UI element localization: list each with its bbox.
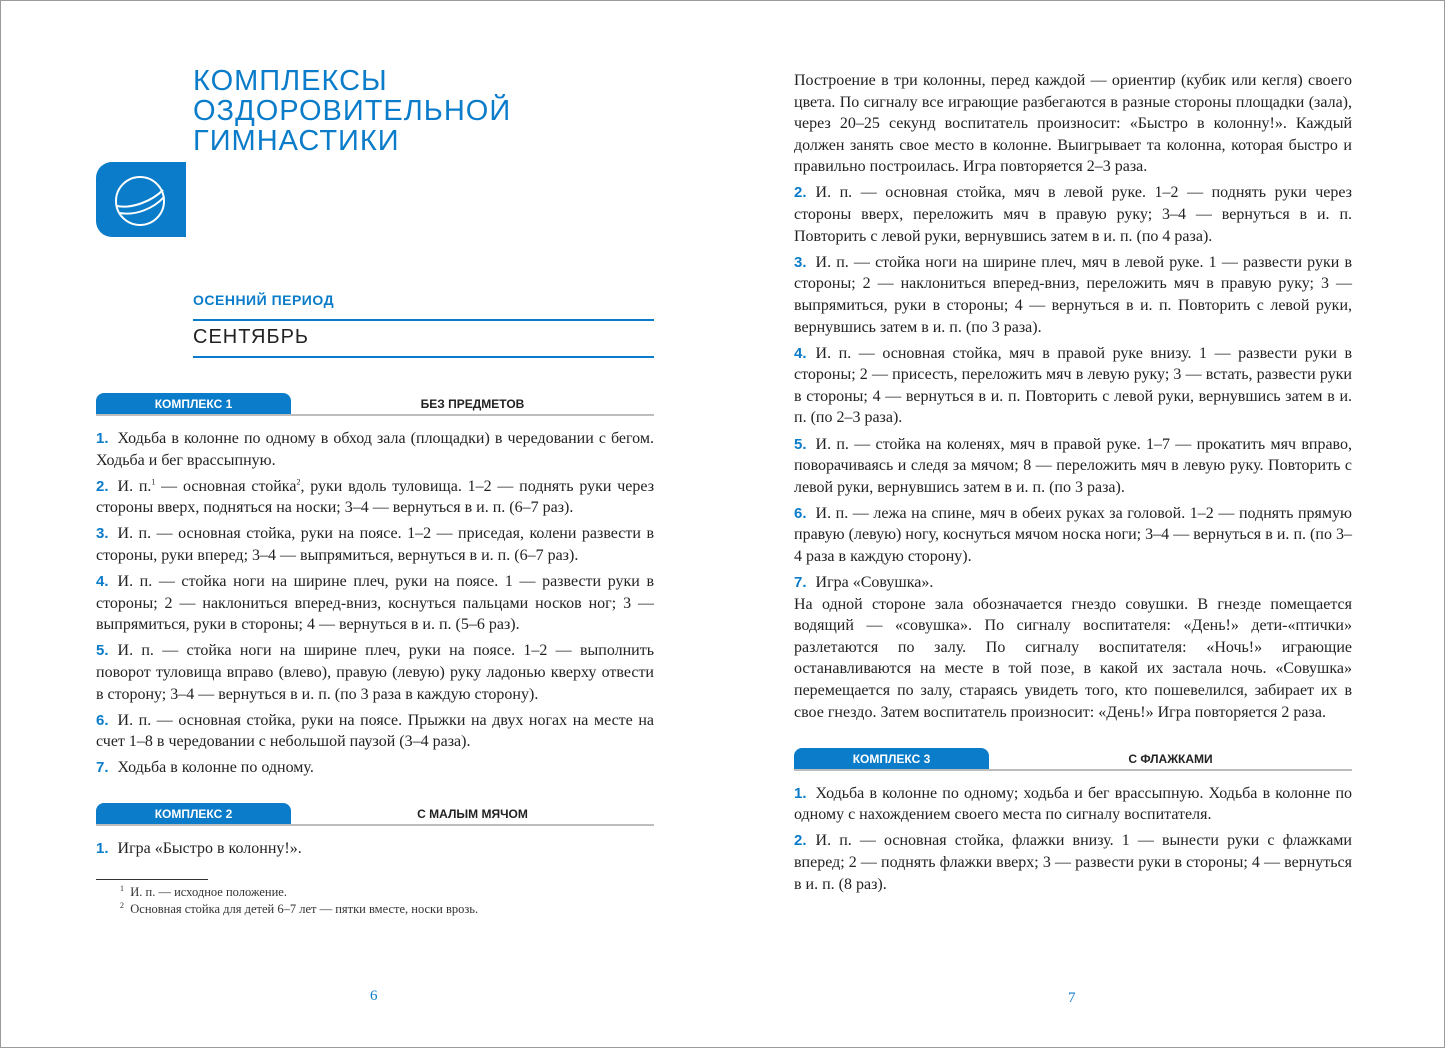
item-number: 1. — [794, 784, 807, 802]
item-text: И. п. — основная стойка, флажки внизу. 1 — вынести руки с флажками вперед; 2 — поднять флажки вверх; 3 — развести руки в стороны; 4 — вернуться в и. п. (8 раз). — [794, 832, 1352, 893]
game-description: Построение в три колонны, перед каждой — ориентир (кубик или кегля) своего цвета. По сигналу все играющие разбегаются в разные стороны площадки (зала), через 20–25 секунд воспитатель произносит: «Быстро в колонну!». Каждый должен занять свое место в колонне. Выигрывает та колонна, которая быстро и правильно построилась. Игра повторяется 2–3 раза. — [794, 72, 1352, 176]
list-item — [96, 838, 654, 860]
left-page-body — [96, 393, 654, 1005]
ball-icon-box — [96, 162, 186, 237]
item-number: 6. — [794, 504, 807, 522]
list-item — [794, 434, 1352, 499]
game-description: На одной стороне зала обозначается гнездо совушки. В гнезде помещается водящий — «совушка». По сигналу воспитателя: «День!» дети-«птички» разлетаются по залу. По сигналу воспитателя: «Ночь!» играющие останавливаются на месте в той позе, в какой их застала ночь. «Совушка» перемещается по залу, стараясь увидеть того, кто пошевелился, забирает их в свое гнездо. Затем воспитатель произносит: «День!» Игра повторяется 2 раза. — [794, 595, 1352, 721]
item-text: — основная стойка — [155, 477, 297, 495]
item-number: 2. — [794, 184, 807, 202]
list-item — [794, 182, 1352, 247]
right-page-text — [794, 70, 1352, 728]
item-text: И. п. — стойка ноги на ширине плеч, руки на поясе. 1 — развести руки в стороны; 2 — наклониться вперед-вниз, коснуться пальцами носков ног; 3 — выпрямиться, руки в стороны; 4 — вернуться в и. п. (5–6 раз). — [96, 573, 654, 634]
complex-3-header — [794, 748, 1352, 771]
list-item — [794, 343, 1352, 429]
complex-1-items — [96, 428, 654, 783]
complex-tab: КОМПЛЕКС 1 — [96, 393, 291, 414]
item-number: 2. — [794, 832, 807, 850]
list-item — [794, 572, 1352, 594]
complex-1-header — [96, 393, 654, 416]
item-number: 1. — [96, 840, 109, 858]
item-number: 4. — [96, 573, 109, 591]
footnote-mark: 1 — [120, 883, 124, 893]
chapter-title-line: КОМПЛЕКСЫ — [193, 65, 388, 97]
complex-name: С ФЛАЖКАМИ — [1128, 751, 1213, 766]
item-text: , руки вдоль туловища. 1–2 — поднять руки через стороны вверх, подняться на носки; 3–4 — вернуться в и. п. (6–7 раз). — [96, 477, 655, 517]
complex-name: С МАЛЫМ МЯЧОМ — [417, 807, 528, 822]
divider — [193, 319, 654, 321]
item-text: Ходьба в колонне по одному в обход зала (площадки) в чередовании с бегом. Ходьба и бег врассыпную. — [96, 430, 654, 469]
item-number: 1. — [96, 430, 109, 447]
item-text: И. п. — стойка на коленях, мяч в правой руке. 1–7 — прокатить мяч вправо, поворачиваясь и следя за мячом; 8 — переложить мяч в левую руку. Повторить с левой руки, вернувшись затем в и. п. (по 3 раза). — [794, 435, 1352, 496]
complex-3-items — [794, 783, 1352, 900]
item-text: И. п. — [117, 477, 152, 495]
item-text: И. п. — лежа на спине, мяч в обеих руках за головой. 1–2 — поднять прямую правую (левую) ногу, коснуться мячом носка ноги; 3–4 — вернуться в и. п. (по 3–4 раза в каждую сторону). — [794, 504, 1352, 565]
right-page-body — [794, 70, 1352, 1007]
footnote-rule — [96, 879, 208, 880]
item-text: И. п. — основная стойка, мяч в правой руке внизу. 1 — развести руки в стороны; 2 — присесть, переложить мяч в левую руку; 3 — встать, развести руки в стороны; 4 — вернуться в и. п. Повторить с левой руки, вернувшись затем в и. п. (по 2–3 раза). — [794, 344, 1352, 427]
footnote-text: И. п. — исходное положение. — [130, 884, 287, 899]
item-number: 7. — [96, 759, 109, 777]
list-item — [794, 783, 1352, 826]
list-item — [794, 252, 1352, 338]
list-item — [96, 640, 654, 705]
item-number: 3. — [794, 253, 807, 271]
list-item — [794, 830, 1352, 895]
chapter-title-line: ОЗДОРОВИТЕЛЬНОЙ — [193, 95, 512, 127]
item-number: 5. — [96, 642, 109, 660]
footnote-text: Основная стойка для детей 6–7 лет — пятки вместе, носки врозь. — [130, 901, 479, 916]
item-text: Ходьба в колонне по одному; ходьба и бег врассыпную. Ходьба в колонне по одному с нахождением своего места по сигналу воспитателя. — [794, 784, 1352, 824]
complex-2-header — [96, 803, 654, 826]
list-item — [96, 710, 654, 753]
chapter-title-line: ГИМНАСТИКИ — [193, 125, 400, 157]
item-text: Ходьба в колонне по одному. — [117, 759, 314, 777]
item-number: 2. — [96, 477, 109, 495]
item-number: 6. — [96, 711, 109, 729]
footnote — [96, 901, 654, 918]
divider — [193, 356, 654, 358]
list-item — [96, 476, 654, 519]
month-heading: СЕНТЯБРЬ — [193, 326, 310, 348]
footnote — [96, 884, 654, 901]
item-text: Игра «Совушка». — [815, 574, 934, 592]
complex-name: БЕЗ ПРЕДМЕТОВ — [420, 397, 525, 411]
list-item — [96, 571, 654, 636]
item-text: И. п. — основная стойка, руки на поясе. Прыжки на двух ногах на месте на счет 1–8 в чередовании с небольшой паузой (3–4 раза). — [96, 711, 654, 751]
period-heading: ОСЕННИЙ ПЕРИОД — [193, 292, 335, 308]
ball-icon — [112, 173, 168, 229]
item-text: И. п. — стойка ноги на ширине плеч, руки на поясе. 1–2 — выполнить поворот туловища вправо (влево), правую (левую) руку ладонью кверху отвести в сторону; 3–4 — вернуться в и. п. (по 3 раза в каждую сторону). — [96, 642, 654, 703]
item-number: 4. — [794, 344, 807, 362]
item-text: И. п. — стойка ноги на ширине плеч, мяч в левой руке. 1 — развести руки в стороны; 2 — наклониться вперед-вниз, переложить мяч в правую руку; 3 — выпрямиться, руки в стороны; 4 — вернуться в и. п. Повторить с левой руки, вернувшись затем в и. п. (по 3 раза). — [794, 253, 1352, 336]
item-number: 3. — [96, 525, 109, 543]
list-item — [96, 523, 654, 566]
list-item — [96, 428, 654, 471]
complex-tab: КОМПЛЕКС 3 — [794, 748, 989, 769]
chapter-title — [193, 66, 511, 156]
page-number: 7 — [1068, 990, 1076, 1006]
item-text: И. п. — основная стойка, мяч в левой руке. 1–2 — поднять руки через стороны вверх, переложить мяч в правую руку; 3–4 — вернуться в и. п. Повторить с левой руки, вернувшись затем в и. п. (по 4 раза). — [794, 184, 1352, 245]
item-text: Игра «Быстро в колонну!». — [117, 840, 302, 858]
list-item — [96, 757, 654, 779]
list-item — [794, 503, 1352, 568]
footnote-ref[interactable]: 2 — [296, 477, 301, 487]
item-number: 5. — [794, 435, 807, 453]
item-number: 7. — [794, 574, 807, 592]
complex-2-items — [96, 838, 654, 864]
complex-tab: КОМПЛЕКС 2 — [96, 803, 291, 824]
footnote-ref[interactable]: 1 — [151, 477, 156, 487]
page-number: 6 — [370, 988, 378, 1004]
footnote-mark: 2 — [120, 900, 124, 910]
item-text: И. п. — основная стойка, руки на поясе. 1–2 — приседая, колени развести в стороны, руки вперед; 3–4 — выпрямиться, вернуться в и. п. (6–7 раз). — [96, 525, 654, 564]
